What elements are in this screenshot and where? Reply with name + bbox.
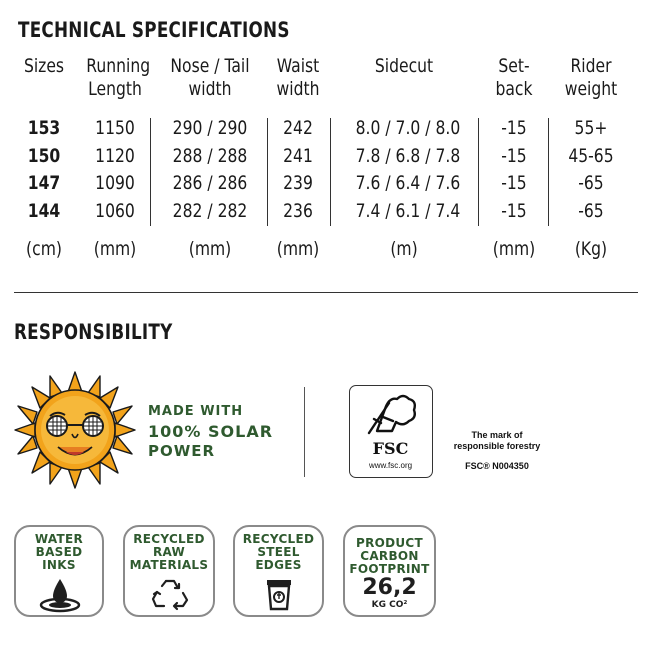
- cell-waist: 241: [283, 145, 313, 167]
- header-rider-line1: Rider: [570, 55, 612, 77]
- unit-sizes: (cm): [26, 238, 62, 260]
- cell-nose-tail: 286 / 286: [172, 172, 248, 194]
- unit-sidecut: (m): [390, 238, 418, 260]
- header-setback: [489, 55, 538, 101]
- header-rider-line2: weight: [564, 78, 618, 100]
- badge-line: RECYCLED: [242, 532, 315, 546]
- header-nose-line2: width: [188, 78, 232, 100]
- column-divider: [330, 118, 331, 226]
- cell-running-length: 1150: [95, 117, 135, 139]
- header-running-length: [86, 55, 151, 101]
- unit-waist: (mm): [276, 238, 320, 260]
- cell-setback: -15: [501, 172, 527, 194]
- unit-setback: (mm): [492, 238, 536, 260]
- badge-recycled-raw-materials: [123, 525, 215, 617]
- badge-line: PRODUCT: [355, 536, 424, 550]
- header-sidecut-line1: Sidecut: [374, 55, 434, 77]
- cell-setback: -15: [501, 200, 527, 222]
- badge-text: [16, 533, 102, 572]
- cell-rider-weight: -65: [578, 172, 604, 194]
- header-waist: [273, 55, 322, 101]
- recycle-bin-icon: [265, 577, 293, 611]
- fsc-logo-box: [349, 385, 433, 478]
- cell-waist: 242: [283, 117, 313, 139]
- fsc-note-line1: The mark of: [471, 430, 523, 440]
- cell-sidecut: 7.4 / 6.1 / 7.4: [355, 200, 461, 222]
- badge-recycled-steel-edges: [233, 525, 324, 617]
- cell-nose-tail: 288 / 288: [172, 145, 248, 167]
- badge-line: RAW: [152, 545, 186, 559]
- carbon-footprint-unit: KG CO²: [371, 600, 408, 610]
- unit-nose-tail: (mm): [188, 238, 232, 260]
- cell-sidecut: 7.6 / 6.4 / 7.6: [355, 172, 461, 194]
- column-divider: [150, 118, 151, 226]
- badge-line: CARBON: [360, 549, 419, 563]
- badge-line: BASED: [35, 545, 83, 559]
- responsibility-title: RESPONSIBILITY: [14, 320, 173, 344]
- badge-line: FOOTPRINT: [349, 562, 430, 576]
- badge-carbon-footprint: [343, 525, 436, 617]
- unit-running-length: (mm): [93, 238, 137, 260]
- header-waist-line2: width: [276, 78, 320, 100]
- carbon-footprint-value: 26,2: [362, 575, 417, 600]
- water-drop-icon: [39, 577, 81, 613]
- cell-waist: 239: [283, 172, 313, 194]
- cell-size: 153: [27, 117, 61, 139]
- cell-size: 144: [27, 200, 61, 222]
- specs-title: TECHNICAL SPECIFICATIONS: [18, 18, 290, 42]
- header-running-line1: Running: [86, 55, 151, 77]
- cell-size: 147: [27, 172, 61, 194]
- header-waist-line1: Waist: [276, 55, 320, 77]
- solar-line3: POWER: [148, 442, 216, 460]
- header-rider-weight: [562, 55, 619, 101]
- cell-running-length: 1060: [95, 200, 135, 222]
- badge-text: [125, 533, 213, 572]
- header-sidecut: [356, 55, 453, 78]
- cell-waist: 236: [283, 200, 313, 222]
- cell-rider-weight: 55+: [574, 117, 608, 139]
- solar-line1: MADE WITH: [148, 404, 244, 419]
- unit-rider-weight: (Kg): [574, 238, 608, 260]
- header-sizes-line1: Sizes: [23, 55, 65, 77]
- header-setback-line1: Set-: [498, 55, 530, 77]
- cell-sidecut: 7.8 / 6.8 / 7.8: [355, 145, 461, 167]
- header-running-line2: Length: [88, 78, 142, 100]
- column-divider: [478, 118, 479, 226]
- header-setback-line2: back: [495, 78, 533, 100]
- badge-text: [345, 537, 434, 576]
- column-divider: [548, 118, 549, 226]
- cell-nose-tail: 290 / 290: [172, 117, 248, 139]
- cell-sidecut: 8.0 / 7.0 / 8.0: [355, 117, 461, 139]
- cell-rider-weight: -65: [578, 200, 604, 222]
- cell-running-length: 1120: [95, 145, 135, 167]
- header-nose-line1: Nose / Tail: [170, 55, 250, 77]
- cell-rider-weight: 45-65: [568, 145, 614, 167]
- badge-line: STEEL: [257, 545, 300, 559]
- responsibility-divider: [304, 387, 305, 477]
- solar-line2: 100% SOLAR: [148, 422, 274, 441]
- fsc-note-line2: responsible forestry: [453, 441, 541, 451]
- cell-size: 150: [27, 145, 61, 167]
- cell-nose-tail: 282 / 282: [172, 200, 248, 222]
- fsc-code: FSC® N004350: [465, 461, 529, 471]
- section-divider: [14, 292, 638, 293]
- column-divider: [267, 118, 268, 226]
- badge-line: INKS: [42, 558, 76, 572]
- badge-water-based-inks: [14, 525, 104, 617]
- cell-running-length: 1090: [95, 172, 135, 194]
- badge-line: RECYCLED: [133, 532, 205, 546]
- fsc-url: www.fsc.org: [368, 461, 413, 470]
- header-sizes: [19, 55, 68, 78]
- recycle-icon: [151, 577, 189, 611]
- badge-text: [235, 533, 322, 572]
- sun-mascot-icon: [12, 370, 138, 490]
- cell-setback: -15: [501, 145, 527, 167]
- badge-line: MATERIALS: [129, 558, 209, 572]
- cell-setback: -15: [501, 117, 527, 139]
- badge-line: WATER: [34, 532, 84, 546]
- fsc-tree-icon: [359, 391, 421, 436]
- fsc-logo-text: FSC: [372, 439, 409, 458]
- header-nose-tail: [165, 55, 255, 101]
- badge-line: EDGES: [255, 558, 302, 572]
